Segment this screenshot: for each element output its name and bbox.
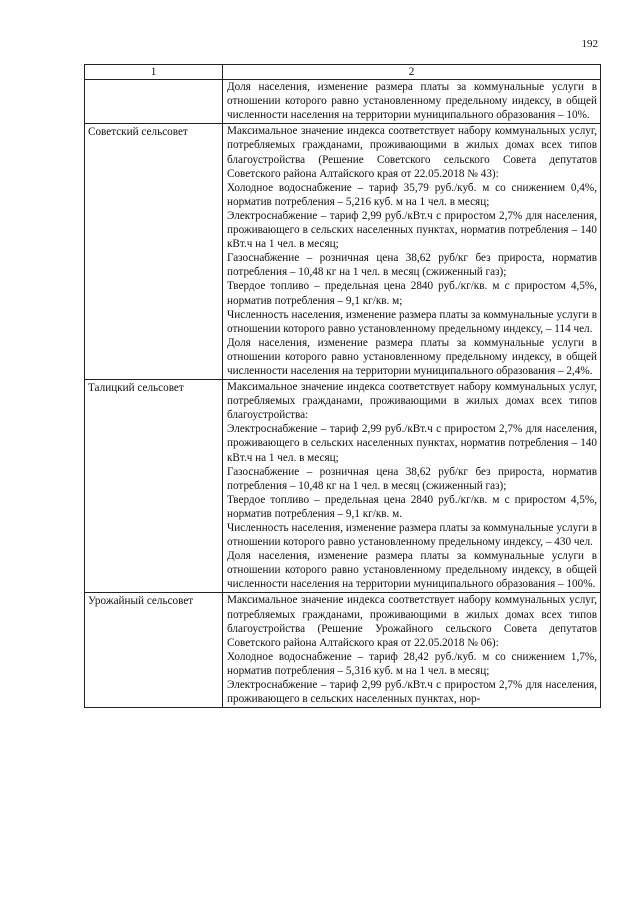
municipality-name bbox=[85, 80, 223, 124]
paragraph: Электроснабжение – тариф 2,99 руб./кВт.ч с приростом 2,7% для населения, проживающего в сельских населенных пунктах, норматив потребления – 140 кВт.ч на 1 чел. в месяц; bbox=[227, 209, 597, 251]
column-header-2: 2 bbox=[223, 65, 601, 80]
paragraph: Газоснабжение – розничная цена 38,62 руб/кг без прироста, норматив потребления – 10,48 кг на 1 чел. в месяц (сжиженный газ); bbox=[227, 252, 597, 279]
paragraph: Максимальное значение индекса соответствует набору коммунальных услуг, потребляемых гражданами, проживающими в жилых домах всех типов благоустройства: bbox=[227, 381, 597, 422]
table-row bbox=[85, 380, 601, 593]
paragraph: Холодное водоснабжение – тариф 28,42 руб./куб. м со снижением 1,7%, норматив потребления – 5,316 куб. м на 1 чел. в месяц; bbox=[227, 650, 597, 677]
paragraph: Холодное водоснабжение – тариф 35,79 руб./куб. м со снижением 0,4%, норматив потребления – 5,216 куб. м на 1 чел. в месяц; bbox=[227, 181, 597, 208]
row-content bbox=[223, 80, 601, 124]
paragraph: Численность населения, изменение размера платы за коммунальные услуги в отношении которого равно установленному предельному индексу, – 430 чел. bbox=[227, 522, 597, 549]
row-content bbox=[223, 380, 601, 593]
row-content bbox=[223, 124, 601, 380]
paragraph: Максимальное значение индекса соответствует набору коммунальных услуг, потребляемых гражданами, проживающими в жилых домах всех типов благоустройства (Решение Советского сельского Совета депутатов Советского района Алтайского края от 22.05.2018 № 43): bbox=[227, 125, 597, 180]
municipality-name: Советский сельсовет bbox=[85, 124, 223, 380]
paragraph: Электроснабжение – тариф 2,99 руб./кВт.ч с приростом 2,7% для населения, проживающего в сельских населенных пунктах, нор- bbox=[227, 679, 597, 706]
column-header-1: 1 bbox=[85, 65, 223, 80]
row-content bbox=[223, 593, 601, 708]
table-header-row bbox=[85, 65, 601, 80]
paragraph: Электроснабжение – тариф 2,99 руб./кВт.ч с приростом 2,7% для населения, проживающего в сельских населенных пунктах, норматив потребления – 140 кВт.ч на 1 чел. в месяц; bbox=[227, 423, 597, 464]
table-row bbox=[85, 80, 601, 124]
document-table bbox=[84, 64, 601, 708]
paragraph: Твердое топливо – предельная цена 2840 руб./кг/кв. м с приростом 4,5%, норматив потребления – 9,1 кг/кв. м. bbox=[227, 493, 597, 520]
paragraph: Доля населения, изменение размера платы за коммунальные услуги в отношении которого равно установленному предельному индексу, в общей численности населения на территории муниципального образования – 100%. bbox=[227, 550, 597, 591]
page-number: 192 bbox=[581, 38, 598, 50]
table-row bbox=[85, 124, 601, 380]
municipality-name: Талицкий сельсовет bbox=[85, 380, 223, 593]
table-row bbox=[85, 593, 601, 708]
paragraph: Численность населения, изменение размера платы за коммунальные услуги в отношении которого равно установленному предельному индексу, – 114 чел. bbox=[227, 308, 597, 335]
paragraph: Доля населения, изменение размера платы за коммунальные услуги в отношении которого равно установленному предельному индексу, в общей численности населения на территории муниципального образования – 2,4%. bbox=[227, 336, 597, 377]
paragraph: Газоснабжение – розничная цена 38,62 руб/кг без прироста, норматив потребления – 10,48 кг на 1 чел. в месяц (сжиженный газ); bbox=[227, 465, 597, 492]
paragraph: Твердое топливо – предельная цена 2840 руб./кг/кв. м с приростом 4,5%, норматив потребления – 9,1 кг/кв. м; bbox=[227, 280, 597, 307]
municipality-name: Урожайный сельсовет bbox=[85, 593, 223, 708]
paragraph: Максимальное значение индекса соответствует набору коммунальных услуг, потребляемых гражданами, проживающими в жилых домах всех типов благоустройства (Решение Урожайного сельского Совета депутатов Советского района Алтайского края от 22.05.2018 № 06): bbox=[227, 594, 597, 649]
paragraph: Доля населения, изменение размера платы за коммунальные услуги в отношении которого равно установленному предельному индексу, в общей численности населения на территории муниципального образования – 10%. bbox=[227, 81, 597, 122]
